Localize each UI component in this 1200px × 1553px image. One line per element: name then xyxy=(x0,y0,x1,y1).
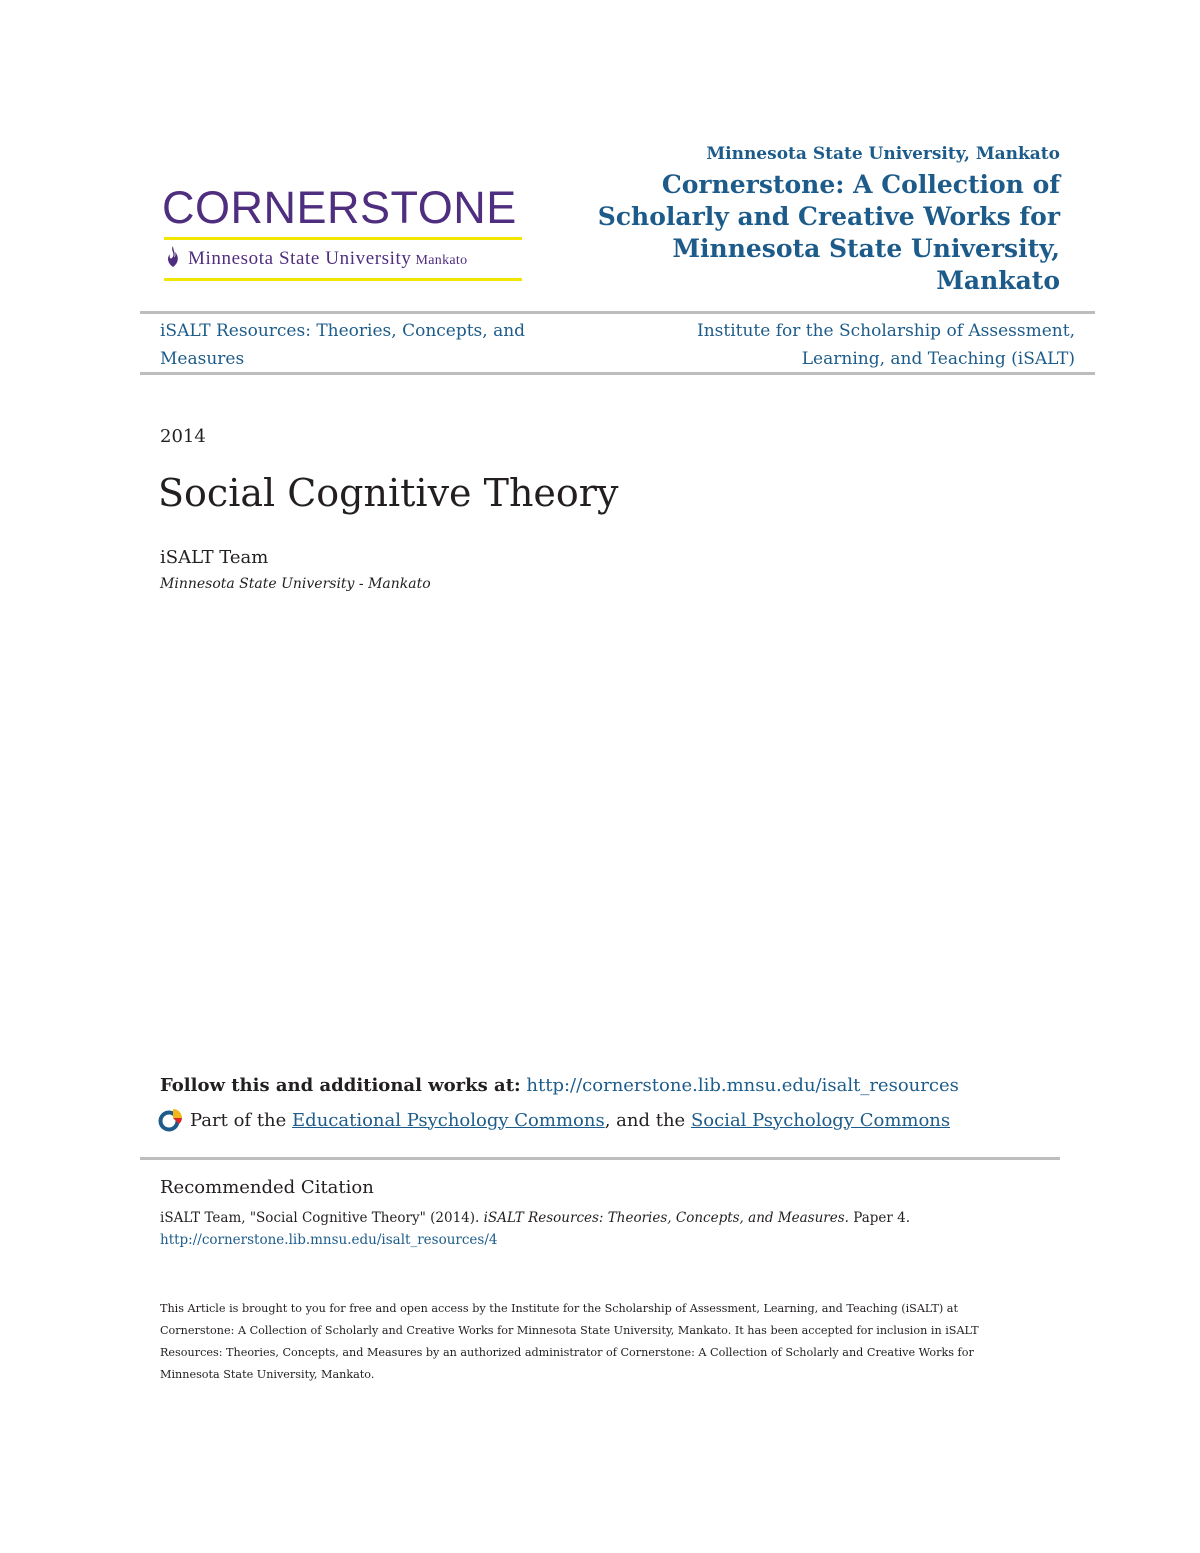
citation-text: iSALT Team, "Social Cognitive Theory" (2014). xyxy=(160,1210,480,1226)
publication-year: 2014 xyxy=(160,426,206,447)
access-note: This Article is brought to you for free and open access by the Institute for the Scholarship of Assessment, Learning, and Teaching (iSALT) at Cornerstone: A Collection of Scholarly and Creative Works for Minnesota State University, Mankato. It has been accepted for inclusion in iSALT Resources: Theories, Concepts, and Measures by an authorized administrator of Cornerstone: A Collection of Scholarly and Creative Works for Minnesota State University, Mankato. xyxy=(160,1302,979,1381)
citation-heading: Recommended Citation xyxy=(160,1177,374,1198)
divider-citation xyxy=(140,1157,1060,1160)
citation-series: iSALT Resources: Theories, Concepts, and Measures. xyxy=(483,1210,849,1226)
article-author: iSALT Team xyxy=(160,547,269,568)
part-of-joiner: , and the xyxy=(604,1109,686,1131)
logo-subtitle xyxy=(164,245,467,274)
follow-url-link[interactable]: http://cornerstone.lib.mnsu.edu/isalt_resources xyxy=(526,1075,959,1096)
logo-campus-name: Mankato xyxy=(415,253,468,268)
cornerstone-logo xyxy=(162,182,524,286)
institution-name[interactable]: Minnesota State University, Mankato xyxy=(706,144,1060,164)
social-psychology-commons-link[interactable]: Social Psychology Commons xyxy=(690,1109,951,1131)
flame-icon xyxy=(164,245,182,269)
educational-psychology-commons-link[interactable]: Educational Psychology Commons xyxy=(292,1109,605,1131)
follow-label: Follow this and additional works at: xyxy=(160,1075,521,1096)
series-link[interactable]: iSALT Resources: Theories, Concepts, and Measures xyxy=(160,321,526,369)
divider-series xyxy=(140,372,1095,375)
collection-name[interactable]: Cornerstone: A Collection of Scholarly and Creative Works for Minnesota State University, Mankato xyxy=(597,170,1060,295)
citation-paper: Paper 4. xyxy=(853,1210,911,1226)
divider-top xyxy=(140,311,1095,314)
citation-url-link[interactable]: http://cornerstone.lib.mnsu.edu/isalt_resources/4 xyxy=(160,1232,498,1248)
author-affiliation: Minnesota State University - Mankato xyxy=(160,576,431,592)
citation-body xyxy=(160,1207,1060,1251)
part-of-prefix: Part of the xyxy=(190,1109,287,1131)
header-repository xyxy=(560,141,1060,297)
logo-university-name: Minnesota State University xyxy=(188,248,412,269)
article-title: Social Cognitive Theory xyxy=(158,471,619,515)
logo-rule-bottom xyxy=(164,278,522,281)
institute-link[interactable]: Institute for the Scholarship of Assessment, Learning, and Teaching (iSALT) xyxy=(696,321,1075,369)
logo-wordmark: CORNERSTONE xyxy=(162,182,517,233)
logo-rule-top xyxy=(164,237,522,240)
network-logo-icon xyxy=(158,1107,184,1133)
follow-line xyxy=(160,1075,959,1096)
part-of-line xyxy=(158,1107,950,1133)
